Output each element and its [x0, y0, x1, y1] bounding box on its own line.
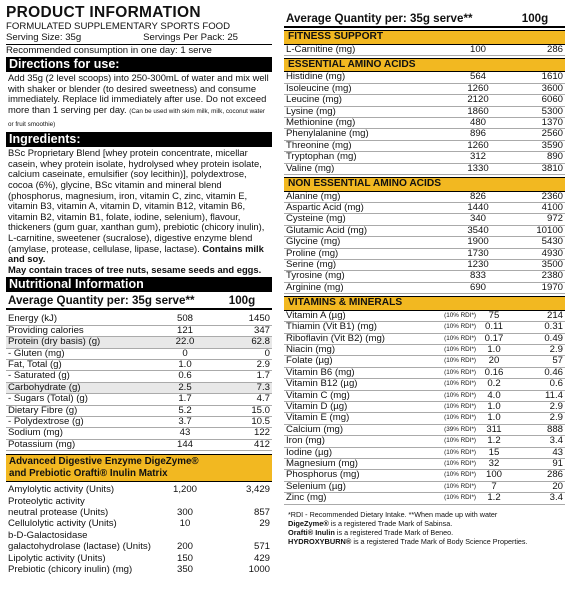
- nutrition-table: [6, 314, 272, 451]
- per-100g-value: 5300: [509, 106, 565, 117]
- nutrient-name: Magnesium (mg): [284, 459, 431, 470]
- rdi-percent: (10% RDI*): [431, 333, 479, 344]
- nutrient-name: Threonine (mg): [284, 140, 447, 151]
- nutrient-name: - Gluten (mg): [6, 348, 154, 359]
- per-100g-value: 3590: [509, 140, 565, 151]
- per-serve-value: 564: [447, 72, 509, 83]
- per-100g-value: 2.9: [509, 344, 565, 355]
- table-row: [284, 140, 565, 151]
- table-row: [284, 225, 565, 236]
- nutrient-name: Vitamin B12 (µg): [284, 379, 431, 390]
- per-100g-value: 1610: [509, 72, 565, 83]
- nutritional-heading: Nutritional Information: [6, 277, 272, 292]
- table-row: [284, 214, 565, 225]
- rdi-percent: (10% RDI*): [431, 481, 479, 492]
- per-100g-value: 43: [509, 447, 565, 458]
- nutrient-name: Niacin (mg): [284, 344, 431, 355]
- footnote-digezyme: [288, 519, 563, 528]
- table-row: [284, 356, 565, 367]
- per-100g-value: 10100: [509, 225, 565, 236]
- nutrient-name: Phosphorus (mg): [284, 470, 431, 481]
- vitamins-table: [284, 311, 565, 505]
- footnote-digezyme-text: is a registered Trade Mark of Sabinsa.: [328, 518, 453, 528]
- nutrient-name: Lysine (mg): [284, 106, 447, 117]
- nutrient-name: Riboflavin (Vit B2) (mg): [284, 333, 431, 344]
- table-row: [284, 401, 565, 412]
- nutrient-name: Vitamin B6 (mg): [284, 367, 431, 378]
- table-row: [6, 496, 272, 507]
- rdi-percent: (39% RDI*): [431, 424, 479, 435]
- nutrient-name: Tryptophan (mg): [284, 152, 447, 163]
- per-serve-value: 20: [479, 356, 509, 367]
- nonessential-amino-heading: NON ESSENTIAL AMINO ACIDS: [284, 177, 565, 192]
- per-serve-value: 100: [479, 470, 509, 481]
- directions-text: [6, 72, 272, 130]
- rdi-percent: (10% RDI*): [431, 379, 479, 390]
- nutrient-name: Protein (dry basis) (g): [6, 337, 154, 348]
- per-serve-value: 1.0: [479, 413, 509, 424]
- per-100g-value: 890: [509, 152, 565, 163]
- footnote-orafti-text: is a registered Trade Mark of Beneo.: [334, 528, 454, 538]
- per-100g-value: 2.9: [509, 413, 565, 424]
- table-row: [284, 322, 565, 333]
- table-row: [6, 428, 272, 439]
- rdi-percent: (10% RDI*): [431, 390, 479, 401]
- avg-label: Average Quantity per:: [8, 294, 129, 308]
- nutrient-name: Fat, Total (g): [6, 359, 154, 370]
- rdi-percent: (10% RDI*): [431, 413, 479, 424]
- nutrient-name: Histidine (mg): [284, 72, 447, 83]
- nutrient-name: Valine (mg): [284, 163, 447, 174]
- rdi-percent: (10% RDI*): [431, 436, 479, 447]
- nutrient-name: Serine (mg): [284, 260, 447, 271]
- per-serve-value: 311: [479, 424, 509, 435]
- recommended-consumption: Recommended consumption in one day: 1 serve: [6, 44, 212, 56]
- per-serve-value: 1260: [447, 140, 509, 151]
- table-row: [6, 507, 272, 518]
- table-row: [6, 518, 272, 529]
- nutrient-name: Prebiotic (chicory inulin) (mg): [8, 564, 133, 576]
- vitamins-minerals-heading: VITAMINS & MINERALS: [284, 296, 565, 311]
- per-100g-value: 10.5: [216, 416, 272, 427]
- per-100g-value: 4930: [509, 248, 565, 259]
- nutrient-name: Folate (µg): [284, 356, 431, 367]
- avg-100g: 100g: [228, 294, 256, 308]
- nutrient-name: Providing calories: [6, 325, 154, 336]
- per-serve-value: 896: [447, 129, 509, 140]
- table-row: [284, 152, 565, 163]
- table-row: [6, 371, 272, 382]
- right-avg-header: [284, 10, 565, 28]
- nutrient-name: Thiamin (Vit B1) (mg): [284, 322, 431, 333]
- per-100g-value: 3500: [509, 260, 565, 271]
- per-serve-value: 0.6: [154, 371, 216, 382]
- table-row: [6, 359, 272, 370]
- per-serve-value: 32: [479, 459, 509, 470]
- per-100g-value: 20: [509, 481, 565, 492]
- per-serve-value: 1730: [447, 248, 509, 259]
- table-row: [284, 344, 565, 355]
- table-row: [6, 564, 272, 575]
- nutrient-name: Isoleucine (mg): [284, 83, 447, 94]
- nutrient-name: Aspartic Acid (mg): [284, 202, 447, 213]
- per-serve-value: 1.0: [154, 359, 216, 370]
- nutrient-name: Cysteine (mg): [284, 214, 447, 225]
- per-serve-value: 300: [176, 507, 193, 518]
- table-row: [284, 129, 565, 140]
- nutrient-name: b-D-Galactosidase: [8, 529, 88, 541]
- subtitle: FORMULATED SUPPLEMENTARY SPORTS FOOD: [6, 21, 231, 32]
- rdi-percent: (10% RDI*): [431, 447, 479, 458]
- per-100g-value: 286: [509, 45, 565, 56]
- per-serve-value: 1260: [447, 83, 509, 94]
- per-100g-value: 429: [253, 552, 270, 564]
- enzyme-heading: [6, 454, 272, 482]
- per-serve-value: 0.16: [479, 367, 509, 378]
- per-100g-value: 2360: [509, 192, 565, 203]
- nutrient-name: Potassium (mg): [6, 439, 154, 450]
- per-100g-value: 62.8: [216, 337, 272, 348]
- table-row: [284, 163, 565, 174]
- per-100g-value: 347: [216, 325, 272, 336]
- per-100g-value: 1450: [216, 314, 272, 325]
- rdi-percent: (10% RDI*): [431, 311, 479, 322]
- per-100g-value: 7.3: [216, 382, 272, 393]
- per-serve-value: 1,200: [172, 484, 197, 496]
- nutrient-name: Glycine (mg): [284, 237, 447, 248]
- nutrient-name: Vitamin E (mg): [284, 413, 431, 424]
- directions-body: Add 35g (2 level scoops) into 250-300mL of water and mix well with shaker or blender (to desired sweetness) and consume immediately. Replace lid immediately after use. Do not exceed more than 1 serving per day.: [8, 72, 269, 115]
- per-100g-value: 1000: [248, 564, 270, 576]
- product-information-title: PRODUCT INFORMATION: [6, 4, 201, 21]
- fitness-support-heading: FITNESS SUPPORT: [284, 30, 565, 45]
- nutrient-name: Proteolytic activity: [8, 495, 85, 507]
- per-100g-value: 11.4: [509, 390, 565, 401]
- table-row: [284, 248, 565, 259]
- per-100g-value: 1970: [509, 282, 565, 293]
- per-100g-value: 3600: [509, 83, 565, 94]
- table-row: [284, 413, 565, 424]
- table-row: [284, 118, 565, 129]
- per-100g-value: 2.9: [509, 401, 565, 412]
- per-100g-value: 286: [509, 470, 565, 481]
- per-serve-value: 4.0: [479, 390, 509, 401]
- nutrient-name: L-Carnitine (mg): [284, 45, 447, 56]
- per-100g-value: [216, 530, 272, 541]
- footnote-rdi: *RDI - Recommended Dietary Intake. **When made up with water: [288, 509, 498, 519]
- nutrient-name: Lipolytic activity (Units): [8, 552, 106, 564]
- nutrient-name: Carbohydrate (g): [6, 382, 154, 393]
- nutrient-name: Methionine (mg): [284, 118, 447, 129]
- servings-per-pack: Servings Per Pack: 25: [143, 32, 238, 44]
- per-100g-value: 972: [509, 214, 565, 225]
- per-serve-value: 826: [447, 192, 509, 203]
- per-serve-value: 1900: [447, 237, 509, 248]
- fitness-table: [284, 45, 565, 56]
- nutrient-name: Vitamin C (mg): [284, 390, 431, 401]
- enzyme-table: [6, 484, 272, 575]
- table-row: [6, 484, 272, 495]
- nutrient-name: Zinc (mg): [284, 493, 431, 504]
- nutrient-name: - Sugars (Total) (g): [6, 394, 154, 405]
- per-serve-value: 1.0: [479, 401, 509, 412]
- per-serve-value: 3.7: [154, 416, 216, 427]
- table-row: [284, 311, 565, 322]
- per-100g-value: 5430: [509, 237, 565, 248]
- per-100g-value: 888: [509, 424, 565, 435]
- table-row: [284, 459, 565, 470]
- nutrient-name: Iron (mg): [284, 436, 431, 447]
- table-row: [6, 439, 272, 450]
- per-serve-value: [154, 530, 216, 541]
- nutrient-name: Calcium (mg): [284, 424, 431, 435]
- per-100g-value: 0.49: [509, 333, 565, 344]
- nutrient-name: - Saturated (g): [6, 371, 154, 382]
- per-serve-value: 2.5: [154, 382, 216, 393]
- table-row: [284, 470, 565, 481]
- per-100g-value: [216, 496, 272, 507]
- left-avg-header: [6, 292, 272, 310]
- avg-100g: 100g: [521, 12, 549, 25]
- per-100g-value: 2.9: [216, 359, 272, 370]
- per-serve-value: 75: [479, 311, 509, 322]
- ingredients-contains: Contains milk and soy.: [8, 242, 264, 265]
- per-serve-value: 0: [154, 348, 216, 359]
- nutrient-name: Cellulolytic activity (Units): [8, 518, 117, 530]
- table-row: [6, 405, 272, 416]
- per-serve-value: 312: [447, 152, 509, 163]
- ingredients-heading: Ingredients:: [6, 132, 272, 147]
- per-serve-value: [154, 496, 216, 507]
- table-row: [6, 530, 272, 541]
- per-serve-value: 5.2: [154, 405, 216, 416]
- per-serve-value: 0.2: [479, 379, 509, 390]
- table-row: [284, 481, 565, 492]
- rdi-percent: (10% RDI*): [431, 344, 479, 355]
- table-row: [284, 95, 565, 106]
- nutrient-name: Vitamin A (µg): [284, 311, 431, 322]
- per-100g-value: 857: [253, 507, 270, 518]
- rdi-percent: (10% RDI*): [431, 459, 479, 470]
- per-serve-value: 1440: [447, 202, 509, 213]
- table-row: [6, 348, 272, 359]
- per-serve-value: 1.2: [479, 493, 509, 504]
- enzyme-heading-line-1: Advanced Digestive Enzyme DigeZyme®: [9, 456, 199, 468]
- per-serve-value: 1.2: [479, 436, 509, 447]
- table-row: [6, 337, 272, 348]
- per-100g-value: 3810: [509, 163, 565, 174]
- per-serve-value: 350: [176, 564, 193, 576]
- nutrient-name: - Polydextrose (g): [6, 416, 154, 427]
- footnotes: [284, 505, 565, 547]
- table-row: [284, 83, 565, 94]
- nutrient-name: Amylolytic activity (Units): [8, 484, 115, 496]
- per-serve-value: 1230: [447, 260, 509, 271]
- rdi-percent: (10% RDI*): [431, 401, 479, 412]
- per-serve-value: 0.17: [479, 333, 509, 344]
- per-100g-value: 0.46: [509, 367, 565, 378]
- per-100g-value: 6060: [509, 95, 565, 106]
- per-serve-value: 833: [447, 271, 509, 282]
- directions-heading: Directions for use:: [6, 57, 272, 72]
- essential-amino-table: [284, 72, 565, 175]
- nutrient-name: Proline (mg): [284, 248, 447, 259]
- per-serve-value: 121: [154, 325, 216, 336]
- table-row: [284, 202, 565, 213]
- per-100g-value: 122: [216, 428, 272, 439]
- per-serve-value: 3540: [447, 225, 509, 236]
- per-serve-value: 480: [447, 118, 509, 129]
- table-row: [284, 192, 565, 203]
- table-row: [284, 436, 565, 447]
- per-100g-value: 3,429: [245, 484, 270, 496]
- per-100g-value: 29: [259, 518, 270, 530]
- per-100g-value: 412: [216, 439, 272, 450]
- table-row: [284, 106, 565, 117]
- footnote-orafti: [288, 528, 563, 537]
- per-serve-value: 340: [447, 214, 509, 225]
- table-row: [6, 382, 272, 393]
- enzyme-heading-line-2: and Prebiotic Orafti® Inulin Matrix: [9, 468, 168, 480]
- per-100g-value: 1370: [509, 118, 565, 129]
- per-serve-value: 100: [447, 45, 509, 56]
- per-100g-value: 4.7: [216, 394, 272, 405]
- nutrient-name: neutral protease (Units): [8, 507, 109, 518]
- table-row: [284, 271, 565, 282]
- rdi-percent: (10% RDI*): [431, 356, 479, 367]
- per-serve-value: 22.0: [154, 337, 216, 348]
- table-row: [6, 325, 272, 336]
- per-100g-value: 57: [509, 356, 565, 367]
- nutrient-name: Selenium (µg): [284, 481, 431, 492]
- footnote-digezyme-mark: DigeZyme®: [288, 518, 329, 528]
- footnote-hydroxyburn-text: is a registered Trade Mark of Body Science Properties.: [351, 537, 528, 547]
- rdi-percent: (10% RDI*): [431, 470, 479, 481]
- rdi-percent: (10% RDI*): [431, 322, 479, 333]
- per-100g-value: 0.6: [509, 379, 565, 390]
- per-100g-value: 1.7: [216, 371, 272, 382]
- footnote-hydroxyburn: [288, 537, 563, 546]
- essential-amino-heading: ESSENTIAL AMINO ACIDS: [284, 58, 565, 73]
- ingredients-traces: May contain traces of tree nuts, sesame seeds and eggs.: [8, 263, 262, 275]
- per-100g-value: 3.4: [509, 436, 565, 447]
- table-row: [6, 416, 272, 427]
- nutrient-name: Alanine (mg): [284, 192, 447, 203]
- per-serve-value: 144: [154, 439, 216, 450]
- nutrient-name: Dietary Fibre (g): [6, 405, 154, 416]
- serving-info-row: [6, 32, 272, 43]
- per-serve-value: 1860: [447, 106, 509, 117]
- table-row: [284, 493, 565, 504]
- nutrient-name: Iodine (µg): [284, 447, 431, 458]
- ingredients-body: BSc Proprietary Blend [whey protein concentrate, micellar casein, whey protein isolate, hydrolysed whey protein isolate, calcium caseinate, emulsifier (soy lecithin)], polydextrose, cocoa (6%), glycine, BSc vitamin and mineral blend (phosphorus, magnesium, iron, vitamin C, zinc, vitamin E, vitamin B3, vitamin A, vitamin D, vitamin B12, vitamin B6, vitamin B2, vitamin B1, folate, iodine, selenium), flavour, thickeners (gum guar, xanthan gum), prebiotic (chicory inulin), L-carnitine, sweetener (sucralose), digestive enzyme blend (amylase, protease, cellulase, lipase, lactase).: [8, 147, 265, 254]
- table-row: [284, 237, 565, 248]
- per-100g-value: 2560: [509, 129, 565, 140]
- table-row: [6, 541, 272, 552]
- per-serve-value: 1.7: [154, 394, 216, 405]
- table-row: [284, 260, 565, 271]
- serving-size: Serving Size: 35g: [6, 32, 82, 44]
- nutrient-name: galactohydrolase (lactase) (Units): [8, 541, 151, 553]
- nutrient-name: Tyrosine (mg): [284, 271, 447, 282]
- footnote-hydroxyburn-mark: HYDROXYBURN®: [288, 537, 352, 547]
- table-row: [284, 45, 565, 56]
- table-row: [6, 394, 272, 405]
- per-serve-value: 15: [479, 447, 509, 458]
- avg-serve: 35g serve**: [131, 294, 195, 308]
- per-serve-value: 0.11: [479, 322, 509, 333]
- nutrient-name: Sodium (mg): [6, 428, 154, 439]
- table-row: [284, 333, 565, 344]
- footnote-orafti-mark: Orafti® Inulin: [288, 528, 335, 538]
- per-serve-value: 150: [176, 552, 193, 564]
- nutrient-name: Phenylalanine (mg): [284, 129, 447, 140]
- per-100g-value: 4100: [509, 202, 565, 213]
- avg-serve: 35g serve**: [409, 12, 473, 25]
- nutrient-name: Energy (kJ): [6, 314, 154, 325]
- per-serve-value: 1.0: [479, 344, 509, 355]
- per-serve-value: 2120: [447, 95, 509, 106]
- nonessential-amino-table: [284, 192, 565, 295]
- table-row: [6, 553, 272, 564]
- nutrient-name: Leucine (mg): [284, 95, 447, 106]
- table-row: [6, 314, 272, 325]
- per-100g-value: 571: [253, 541, 270, 553]
- per-100g-value: 3.4: [509, 493, 565, 504]
- left-column: [0, 0, 272, 575]
- table-row: [284, 72, 565, 83]
- per-serve-value: 10: [179, 518, 191, 530]
- avg-label: Average Quantity per:: [286, 12, 407, 25]
- table-row: [284, 447, 565, 458]
- rdi-percent: (10% RDI*): [431, 493, 479, 504]
- per-100g-value: 0: [216, 348, 272, 359]
- table-row: [284, 424, 565, 435]
- per-serve-value: 508: [154, 314, 216, 325]
- per-serve-value: 7: [479, 481, 509, 492]
- nutrient-name: Vitamin D (µg): [284, 401, 431, 412]
- per-100g-value: 214: [509, 311, 565, 322]
- directions-note: (Can be used with skim milk, milk, coconut water or fruit smoothie): [8, 108, 266, 128]
- table-row: [284, 390, 565, 401]
- table-row: [284, 367, 565, 378]
- table-row: [284, 379, 565, 390]
- per-serve-value: 200: [176, 541, 193, 553]
- per-100g-value: 91: [509, 459, 565, 470]
- per-100g-value: 2380: [509, 271, 565, 282]
- per-100g-value: 0.31: [509, 322, 565, 333]
- per-serve-value: 690: [447, 282, 509, 293]
- rdi-percent: (10% RDI*): [431, 367, 479, 378]
- per-serve-value: 1330: [447, 163, 509, 174]
- ingredients-text: [6, 147, 272, 275]
- per-100g-value: 15.0: [216, 405, 272, 416]
- nutrient-name: Glutamic Acid (mg): [284, 225, 447, 236]
- per-serve-value: 43: [154, 428, 216, 439]
- right-column: [284, 0, 565, 546]
- table-row: [284, 282, 565, 293]
- nutrient-name: Arginine (mg): [284, 282, 447, 293]
